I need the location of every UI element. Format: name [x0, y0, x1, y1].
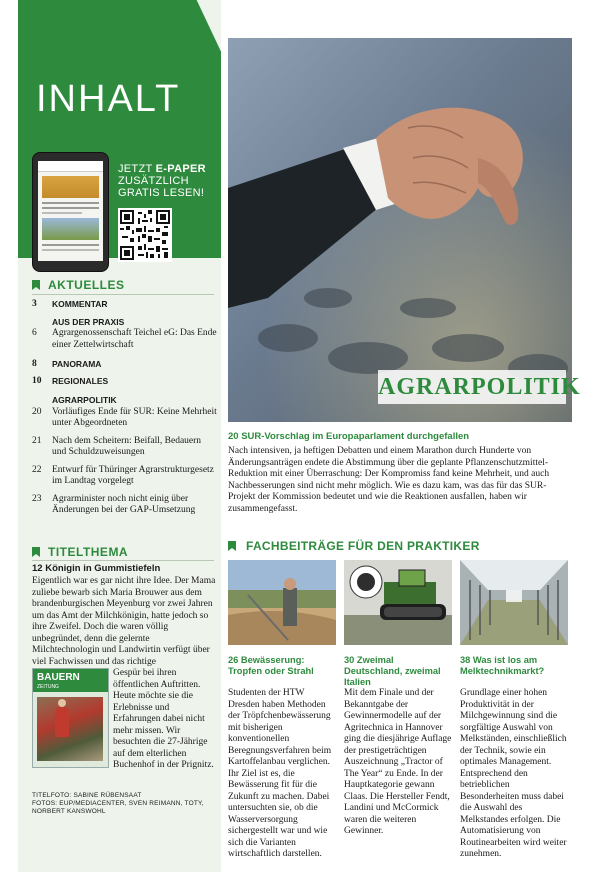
- toc-item[interactable]: 20 Vorläufiges Ende für SUR: Keine Mehrheit unter Abgeordneten: [32, 406, 217, 428]
- titelthema-text-continued: Gespür bei ihren öffentlichen Auftritten. Heute möchte sie die Erlebnisse und Erfahrungen dabei nicht mehr missen. Wir besuchten die 27-Jährige auf dem elterlichen Buchenhof in der Prignitz.: [113, 668, 214, 770]
- fach-article-text: Studenten der HTW Dresden haben Methoden der Tröpfchenbewässerung mit bisherigen konventionellen Beregnungsverfahren beim Kartoffelanbau verglichen. Ihr Ziel ist es, die Bewässerung fit für die Zukunft zu machen. Dabei untersuchten sie, ob die Wasserversorgung sichergestellt war und wie sich die Varianten wirtschaftlich darstellen.: [228, 688, 332, 859]
- toc-item[interactable]: 10 REGIONALES: [32, 375, 109, 386]
- hero-image: [228, 38, 572, 422]
- divider: [32, 560, 214, 561]
- lead-article-text: Nach intensiven, ja heftigen Debatten und einem Marathon durch Hunderte von Änderungsanträgen endete die Abstimmung über die geplante Pflanzenschutzmittel-Reduktion mit einer Überraschung: Der Kompromiss fand keine Mehrheit, und auch Nachbesserungen sind nicht mehr möglich. Wie es dazu kam, was das für das SUR-Projekt der Kommission bedeutet und wie die Reaktionen ausfallen, haben wir zusammengefasst.: [228, 446, 550, 514]
- fachbeitraege-heading: FACHBEITRÄGE FÜR DEN PRAKTIKER: [228, 539, 480, 553]
- toc-item[interactable]: 22 Entwurf für Thüringer Agrarstrukturgesetz im Landtag vorgelegt: [32, 464, 214, 486]
- fach-article-head[interactable]: 30 Zweimal Deutschland, zweimal Italien: [344, 655, 441, 687]
- bookmark-icon: [32, 547, 40, 557]
- fach-article-head[interactable]: 26 Bewässerung: Tropfen oder Strahl: [228, 655, 314, 676]
- photo-credits: TITELFOTO: SABINE RÜBENSAAT FOTOS: EUP/MEDIACENTER, SVEN REIMANN, TOTY, NORBERT KANSWOHL: [32, 792, 204, 815]
- titelthema-article-head[interactable]: 12 Königin in Gummistiefeln: [32, 563, 161, 574]
- titelthema-text: Eigentlich war es gar nicht ihre Idee. Der Mama zuliebe bewarb sich Maria Brouwer aus dem brandenburgischen Meyenburg vor zwei Jahren um das Amt der Milchkönigin, hatte jedoch so ihre Zweifel. Doch die waren völlig unbegründet, denn die gelernte Milchtechnologin und Landwirtin verfügt über viel Fachwissen und das richtige: [32, 576, 216, 667]
- epaper-promo: JETZT E-PAPER ZUSÄTZLICH GRATIS LESEN!: [118, 163, 206, 199]
- bookmark-icon: [228, 541, 236, 551]
- fach-article-head[interactable]: 38 Was ist los am Melktechnikmarkt?: [460, 655, 545, 676]
- toc-item[interactable]: 8 PANORAMA: [32, 359, 102, 369]
- photo-tractor: [344, 560, 452, 645]
- titelthema-heading: TITELTHEMA: [32, 545, 128, 559]
- hero-label: AGRARPOLITIK: [378, 370, 566, 404]
- toc-aktuelles: [32, 299, 217, 517]
- sidebar: [18, 0, 221, 872]
- lead-article-head[interactable]: 20 SUR-Vorschlag im Europaparlament durchgefallen: [228, 431, 470, 442]
- fach-article-text: Mit dem Finale und der Bekanntgabe der Gewinnermodelle auf der Agritechnica in Hannover ging die diesjährige Auflage der prestigeträchtigen Auszeichnung „Tractor of The Year“ zu Ende. In der Hauptkategorie gewann Claas. Die Hersteller Fendt, Landini und McCormick waren die weiteren Gewinner.: [344, 688, 452, 836]
- toc-item[interactable]: 23 Agrarminister noch nicht einig über Änderungen bei der GAP-Umsetzung: [32, 493, 196, 515]
- aktuelles-heading: AKTUELLES: [32, 278, 125, 292]
- magazine-cover: BAUERN ZEITUNG: [32, 668, 109, 768]
- toc-item: AGRARPOLITIK: [52, 395, 117, 405]
- toc-item[interactable]: 21 Nach dem Scheitern: Beifall, Bedauern und Schuldzuweisungen: [32, 435, 202, 457]
- page-title: INHALT: [36, 78, 181, 120]
- fach-article-text: Grundlage einer hohen Produktivität in der Milchgewinnung sind die sorgfältige Auswahl von Melkständen, einschließlich der Technik, sowie ein optimales Management. Entsprechend den betrieblichen Besonderheiten muss dabei die Auswahl des Melkstandes erfolgen. Die Automatisierung von Routinearbeiten wird weiter zunehmen.: [460, 688, 567, 859]
- photo-irrigation: [228, 560, 336, 645]
- photo-milking-parlor: [460, 560, 568, 645]
- toc-item[interactable]: 6 Agrargenossenschaft Teichel eG: Das Ende einer Zettelwirtschaft: [32, 328, 217, 350]
- qr-code[interactable]: [118, 208, 172, 262]
- toc-item[interactable]: 3 KOMMENTAR: [32, 299, 108, 309]
- divider: [32, 294, 214, 295]
- bookmark-icon: [32, 280, 40, 290]
- toc-item: AUS DER PRAXIS: [52, 316, 125, 327]
- phone-image: [32, 152, 109, 272]
